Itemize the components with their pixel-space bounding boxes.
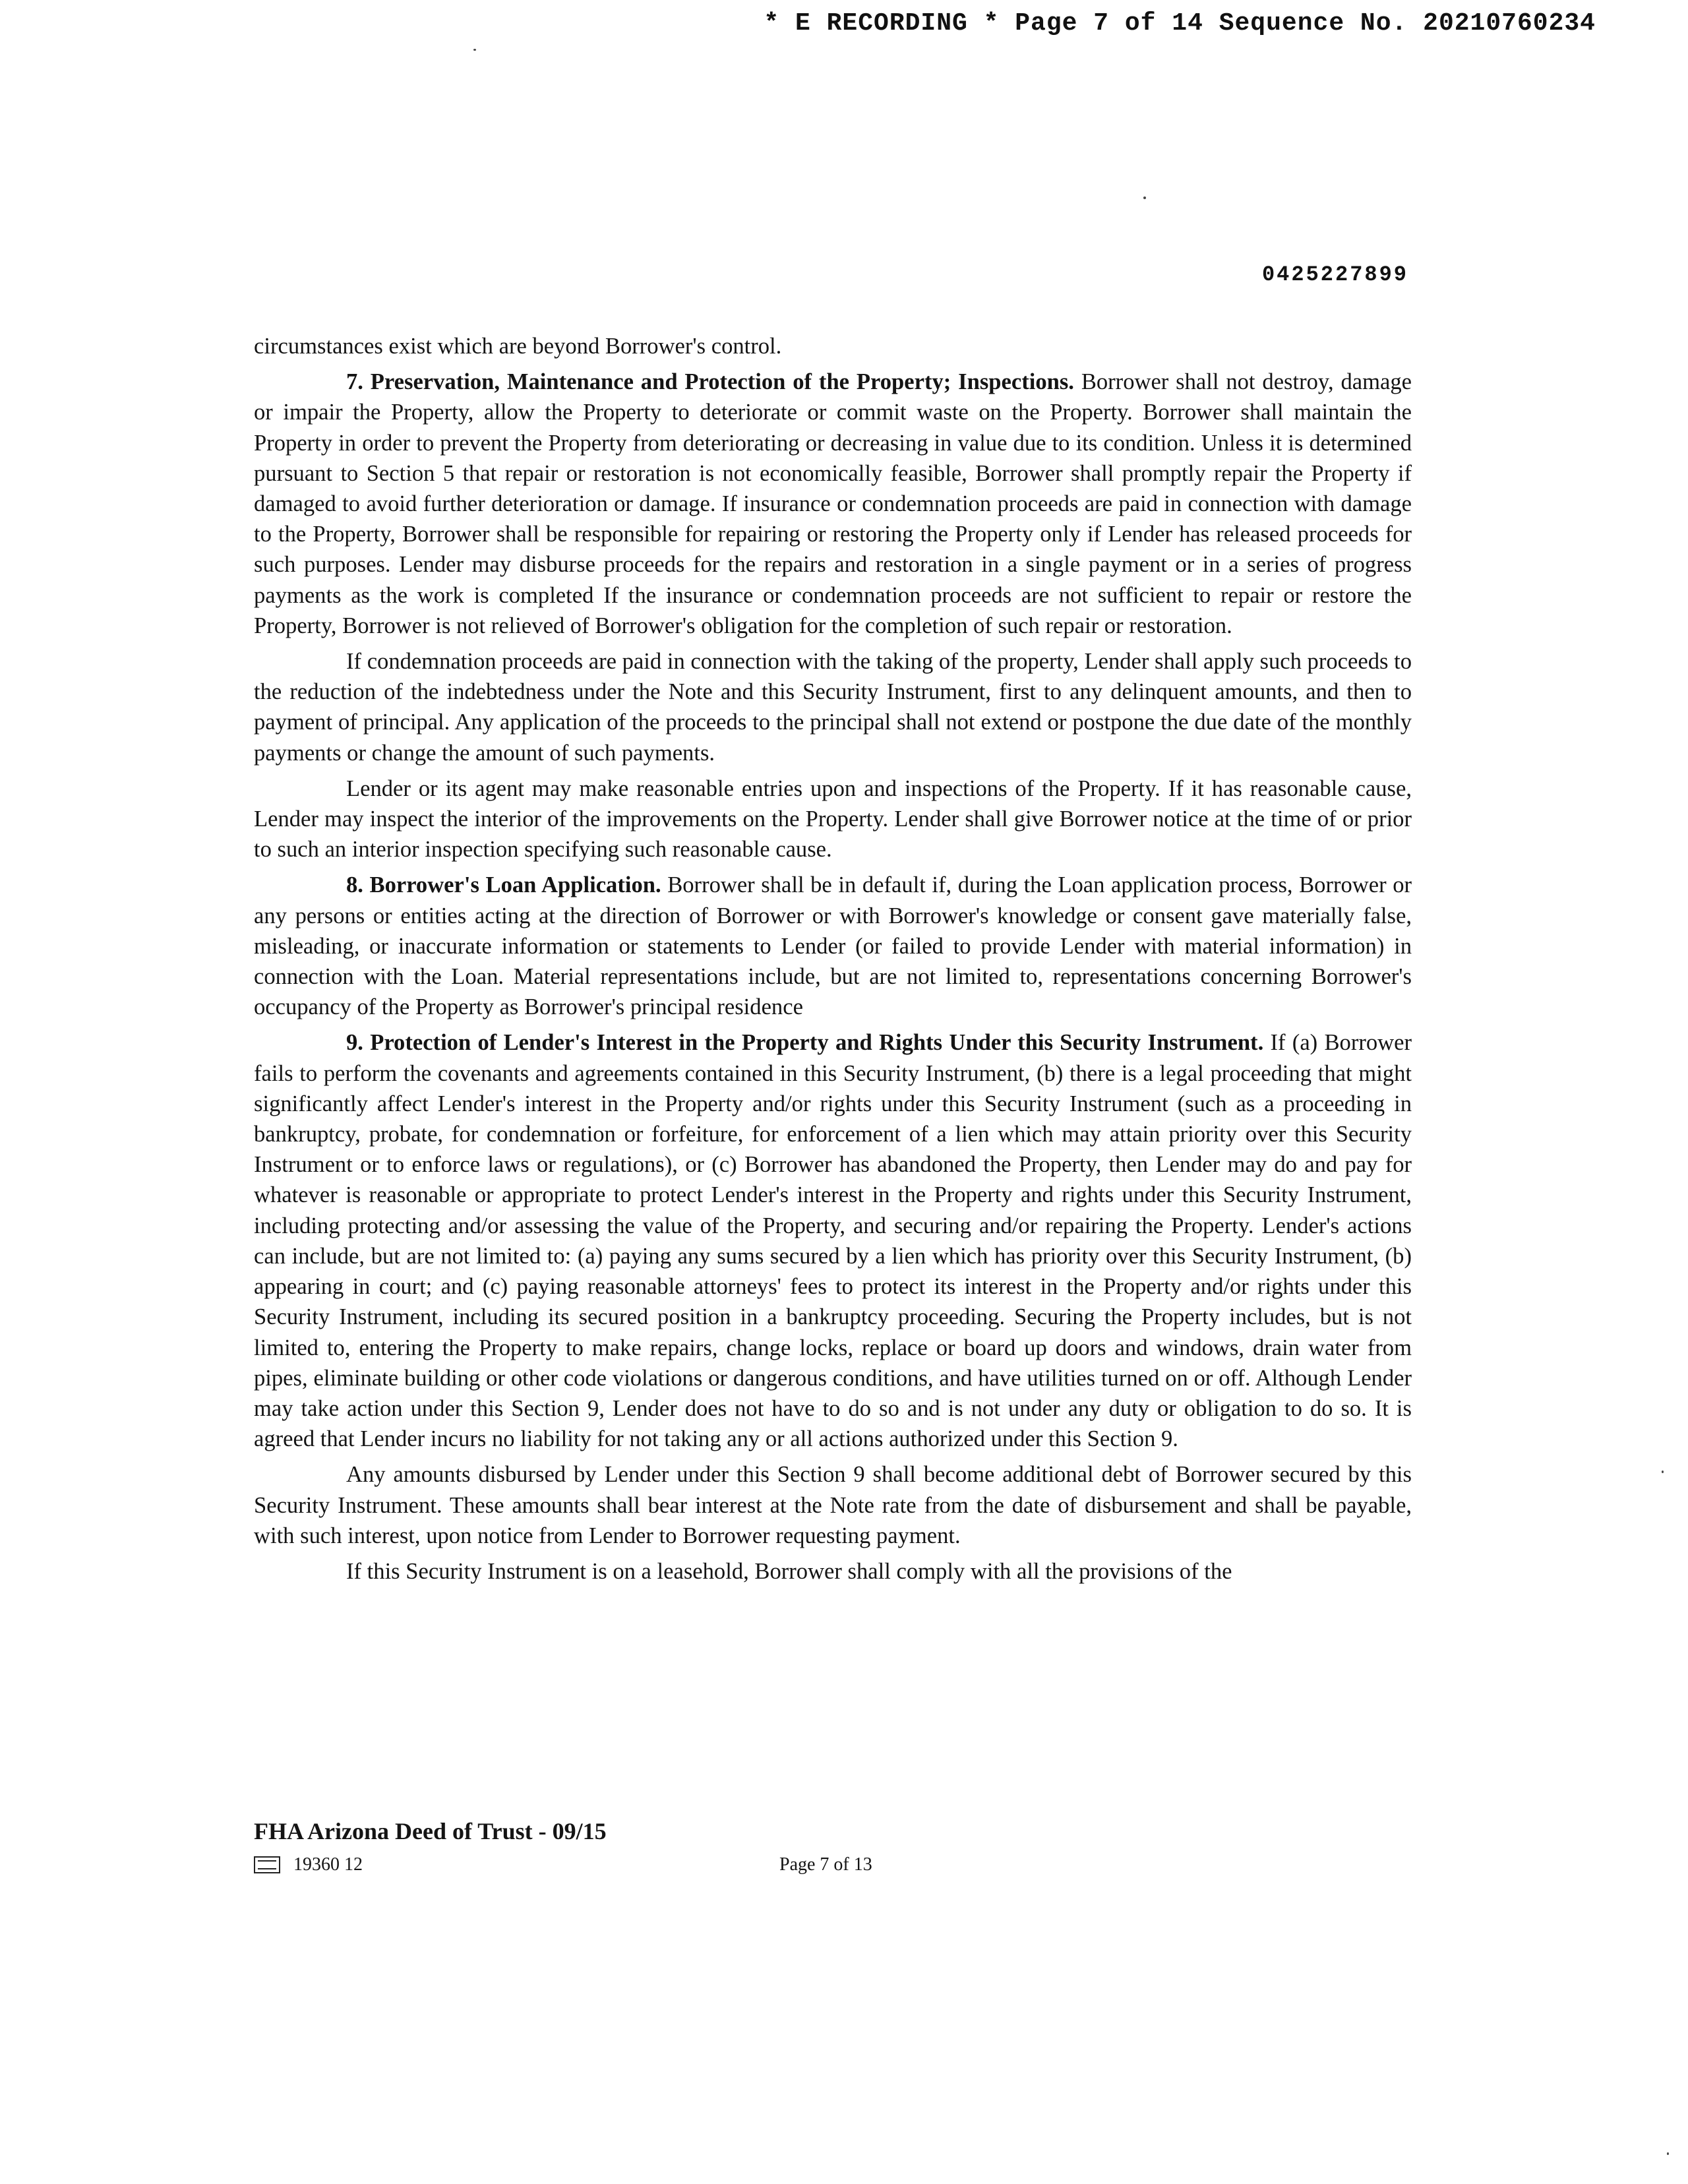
scan-speck <box>1143 197 1146 199</box>
section-9-heading: 9. Protection of Lender's Interest in the Property and Rights Under this Security Instrument. <box>346 1030 1264 1056</box>
section-7-paragraph <box>254 367 1412 641</box>
section-8-heading: 8. Borrower's Loan Application. <box>346 872 661 898</box>
continuation-paragraph: circumstances exist which are beyond Borrower's control. <box>254 334 782 359</box>
form-id <box>254 1854 363 1875</box>
form-title: FHA Arizona Deed of Trust - 09/15 <box>254 1818 607 1844</box>
scan-speck <box>473 49 476 51</box>
section-9-text: If (a) Borrower fails to perform the covenants and agreements contained in this Security Instrument, (b) there is a legal proceeding that might significantly affect Lender's interest in the Property and/or rights under this Security Instrument (such as a proceeding in bankruptcy, probate, for condemnation or forfeiture, for enforcement of a lien which may attain priority over this Security Instrument or to enforce laws or regulations), or (c) Borrower has abandoned the Property, then Lender may do and pay for whatever is reasonable or appropriate to protect Lender's interest in the Property and rights under this Security Instrument, including protecting and/or assessing the value of the Property, and securing and/or repairing the Property. Lender's actions can include, but are not limited to: (a) paying any sums secured by a lien which has priority over this Security Instrument, (b) appearing in court; and (c) paying reasonable attorneys' fees to protect its interest in the Property and/or rights under this Security Instrument, including its secured position in a bankruptcy proceeding. Securing the Property includes, but is not limited to, entering the Property to make repairs, change locks, replace or board up doors and windows, drain water from pipes, eliminate building or other code violations or dangerous conditions, and have utilities turned on or off. Although Lender may take action under this Section 9, Lender does not have to do so and is not under any duty or obligation to do so. It is agreed that Lender incurs no liability for not taking any or all actions authorized under this Section 9. <box>254 1030 1412 1452</box>
section-8-paragraph <box>254 870 1412 1022</box>
section-7-heading: 7. Preservation, Maintenance and Protection of the Property; Inspections. <box>346 369 1074 395</box>
recording-header: * E RECORDING * Page 7 of 14 Sequence No. 20210760234 <box>764 9 1596 38</box>
section-7-paragraph-2: If condemnation proceeds are paid in connection with the taking of the property, Lender shall apply such proceeds to the reduction of the indebtedness under the Note and this Security Instrument, first to any delinquent amounts, and then to payment of principal. Any application of the proceeds to the principal shall not extend or postpone the due date of the monthly payments or change the amount of such payments. <box>254 649 1412 766</box>
loan-number: 0425227899 <box>1261 262 1408 287</box>
section-8-text: Borrower shall be in default if, during the Loan application process, Borrower or any persons or entities acting at the direction of Borrower or with Borrower's knowledge or consent gave materially false, misleading, or inaccurate information or statements to Lender (or failed to provide Lender with material information) in connection with the Loan. Material representations include, but are not limited to, representations concerning Borrower's occupancy of the Property as Borrower's principal residence <box>254 872 1412 1020</box>
document-body <box>254 331 1412 1592</box>
form-logo-icon <box>254 1856 280 1873</box>
section-7-paragraph-3: Lender or its agent may make reasonable entries upon and inspections of the Property. If it has reasonable cause, Lender may inspect the interior of the improvements on the Property. Lender shall give Borrower notice at the time of or prior to such an interior inspection specifying such reasonable cause. <box>254 775 1412 863</box>
scan-speck <box>1667 2152 1669 2155</box>
section-7-text: Borrower shall not destroy, damage or impair the Property, allow the Property to deteriorate or commit waste on the Property. Borrower shall maintain the Property in order to prevent the Property from deteriorating or decreasing in value due to its condition. Unless it is determined pursuant to Section 5 that repair or restoration is not economically feasible, Borrower shall promptly repair the Property if damaged to avoid further deterioration or damage. If insurance or condemnation proceeds are paid in connection with damage to the Property, Borrower shall be responsible for repairing or restoring the Property only if Lender has released proceeds for such purposes. Lender may disburse proceeds for the repairs and restoration in a single payment or in a series of progress payments as the work is completed If the insurance or condemnation proceeds are not sufficient to repair or restore the Property, Borrower is not relieved of Borrower's obligation for the completion of such repair or restoration. <box>254 369 1412 638</box>
form-number: 19360 12 <box>293 1854 363 1875</box>
section-9-paragraph <box>254 1027 1412 1454</box>
section-9-paragraph-3: If this Security Instrument is on a leasehold, Borrower shall comply with all the provisions of the <box>346 1558 1232 1584</box>
scan-speck <box>1662 1471 1664 1473</box>
section-9-paragraph-2: Any amounts disbursed by Lender under this Section 9 shall become additional debt of Borrower secured by this Security Instrument. These amounts shall bear interest at the Note rate from the date of disbursement and shall be payable, with such interest, upon notice from Lender to Borrower requesting payment. <box>254 1462 1412 1548</box>
page-number: Page 7 of 13 <box>779 1854 872 1875</box>
